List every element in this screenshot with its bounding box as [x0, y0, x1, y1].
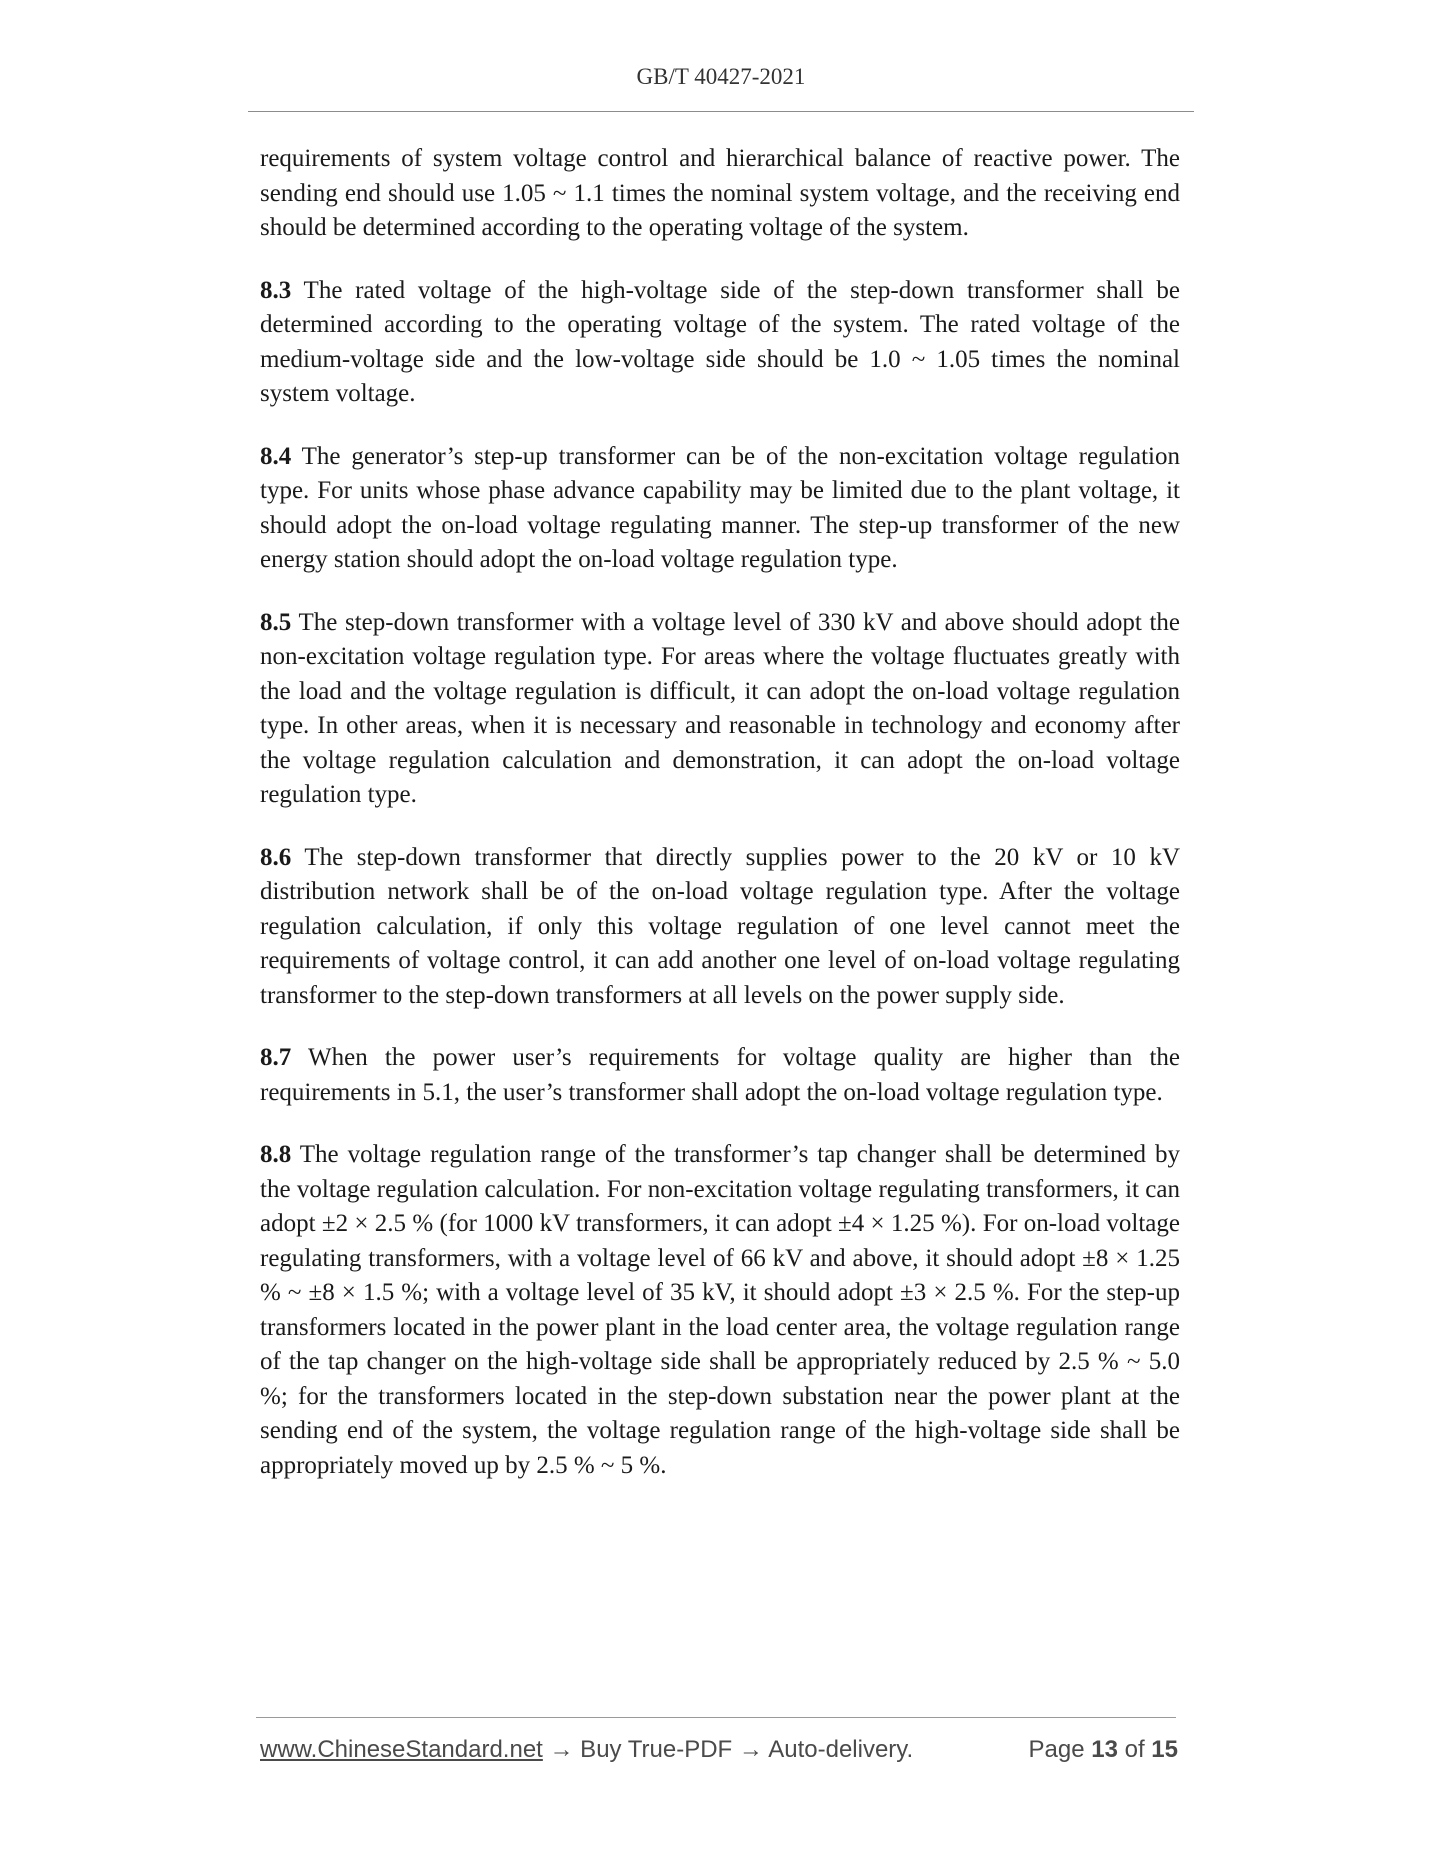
- document-id-header: GB/T 40427-2021: [636, 64, 806, 89]
- clause-8-5: [260, 606, 1180, 813]
- paragraph-text: The voltage regulation range of the transformer’s tap changer shall be determined by the voltage regulation calculation. For non-excitation voltage regulating transformers, it can adopt ±2 × 2.5 % (for 1000 kV transformers, it can adopt ±4 × 1.25 %). For on-load voltage regulating transformers, with a voltage level of 66 kV and above, it should adopt ±8 × 1.25 % ~ ±8 × 1.5 %; with a voltage level of 35 kV, it should adopt ±3 × 2.5 %. For the step-up transformers located in the power plant in the load center area, the voltage regulation range of the tap changer on the high-voltage side shall be appropriately reduced by 2.5 % ~ 5.0 %; for the transformers located in the step-down substation near the power plant at the sending end of the system, the voltage regulation range of the high-voltage side shall be appropriately moved up by 2.5 % ~ 5 %.: [260, 1141, 1180, 1479]
- clause-8-4: [260, 440, 1180, 578]
- page-label: Page: [1028, 1736, 1092, 1763]
- paragraph-continuation: [260, 142, 1180, 246]
- footer-divider: [256, 1717, 1176, 1718]
- clause-number: 8.6: [260, 843, 292, 871]
- document-body: [260, 142, 1180, 1511]
- website-link[interactable]: www.ChineseStandard.net: [260, 1736, 543, 1763]
- clause-8-3: [260, 274, 1180, 412]
- page-of-label: of: [1117, 1736, 1152, 1763]
- page-indicator: [1029, 1736, 1178, 1764]
- total-pages-number: 15: [1151, 1736, 1178, 1763]
- clause-8-6: [260, 841, 1180, 1014]
- footer-promo: [260, 1736, 913, 1764]
- paragraph-text: The step-down transformer with a voltage level of 330 kV and above should adopt the non-excitation voltage regulation type. For areas where the voltage fluctuates greatly with the load and the voltage regulation is difficult, it can adopt the on-load voltage regulation type. In other areas, when it is necessary and reasonable in technology and economy after the voltage regulation calculation and demonstration, it can adopt the on-load voltage regulation type.: [260, 608, 1180, 808]
- clause-number: 8.5: [260, 608, 292, 636]
- clause-8-7: [260, 1041, 1180, 1110]
- paragraph-text: The rated voltage of the high-voltage side of the step-down transformer shall be determined according to the operating voltage of the system. The rated voltage of the medium-voltage side and the low-voltage side should be 1.0 ~ 1.05 times the nominal system voltage.: [260, 276, 1180, 407]
- clause-8-8: [260, 1138, 1180, 1483]
- clause-number: 8.4: [260, 442, 292, 470]
- paragraph-text: The step-down transformer that directly supplies power to the 20 kV or 10 kV distribution network shall be of the on-load voltage regulation type. After the voltage regulation calculation, if only this voltage regulation of one level cannot meet the requirements of voltage control, it can add another one level of on-load voltage regulating transformer to the step-down transformers at all levels on the power supply side.: [260, 843, 1180, 1009]
- clause-number: 8.7: [260, 1044, 292, 1071]
- paragraph-text: The generator’s step-up transformer can be of the non-excitation voltage regulation type. For units whose phase advance capability may be limited due to the plant voltage, it should adopt the on-load voltage regulating manner. The step-up transformer of the new energy station should adopt the on-load voltage regulation type.: [260, 442, 1180, 573]
- clause-number: 8.8: [260, 1141, 292, 1168]
- footer-tagline: → Buy True-PDF → Auto-delivery.: [542, 1736, 914, 1763]
- current-page-number: 13: [1091, 1736, 1118, 1763]
- paragraph-text: requirements of system voltage control and hierarchical balance of reactive power. The sending end should use 1.05 ~ 1.1 times the nominal system voltage, and the receiving end should be determined according to the operating voltage of the system.: [260, 145, 1180, 241]
- header-divider: [248, 111, 1194, 112]
- clause-number: 8.3: [260, 276, 292, 304]
- paragraph-text: When the power user’s requirements for voltage quality are higher than the requirements in 5.1, the user’s transformer shall adopt the on-load voltage regulation type.: [260, 1044, 1180, 1106]
